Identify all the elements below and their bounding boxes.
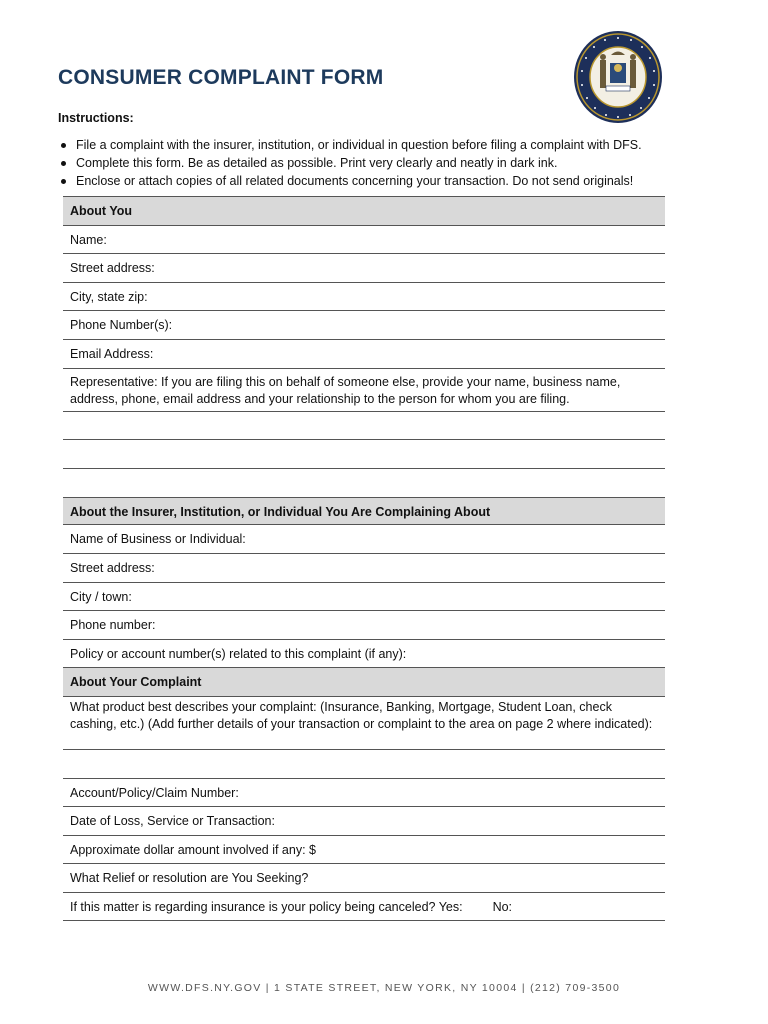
product-type-line[interactable] bbox=[63, 750, 665, 779]
representative-line-1[interactable] bbox=[63, 412, 665, 441]
policy-canceled-field[interactable] bbox=[63, 893, 665, 922]
email-address-field[interactable]: Email Address: bbox=[63, 340, 665, 369]
insurer-street-address-field[interactable]: Street address: bbox=[63, 554, 665, 583]
policy-account-numbers-field[interactable]: Policy or account number(s) related to this complaint (if any): bbox=[63, 640, 665, 669]
representative-line-2[interactable] bbox=[63, 440, 665, 469]
account-policy-claim-field[interactable]: Account/Policy/Claim Number: bbox=[63, 779, 665, 808]
instructions-heading: Instructions: bbox=[58, 111, 134, 125]
page-footer: WWW.DFS.NY.GOV | 1 STATE STREET, NEW YORK, NY 10004 | (212) 709-3500 bbox=[147, 982, 621, 994]
instruction-item: Complete this form. Be as detailed as possible. Print very clearly and neatly in dark ink. bbox=[58, 154, 698, 172]
street-address-field[interactable]: Street address: bbox=[63, 254, 665, 283]
relief-sought-field[interactable]: What Relief or resolution are You Seeking? bbox=[63, 864, 665, 893]
state-seal-icon bbox=[573, 30, 663, 124]
name-field[interactable]: Name: bbox=[63, 226, 665, 255]
instruction-item: Enclose or attach copies of all related documents concerning your transaction. Do not send originals! bbox=[58, 172, 698, 190]
policy-canceled-no-label: No: bbox=[492, 899, 513, 914]
dollar-amount-field[interactable]: Approximate dollar amount involved if any: $ bbox=[63, 836, 665, 865]
section-header-about-you: About You bbox=[63, 197, 665, 226]
instruction-item: File a complaint with the insurer, institution, or individual in question before filing a complaint with DFS. bbox=[58, 136, 698, 154]
complaint-form-table bbox=[63, 196, 665, 921]
business-name-field[interactable]: Name of Business or Individual: bbox=[63, 525, 665, 554]
representative-field[interactable]: Representative: If you are filing this on behalf of someone else, provide your name, business name, address, phone, email address and your relationship to the person for whom you are filing. bbox=[63, 369, 665, 412]
section-header-about-complaint: About Your Complaint bbox=[63, 668, 665, 697]
section-header-about-insurer: About the Insurer, Institution, or Individual You Are Complaining About bbox=[63, 497, 665, 526]
page-title: CONSUMER COMPLAINT FORM bbox=[58, 66, 384, 89]
instructions-list bbox=[58, 136, 698, 190]
city-state-zip-field[interactable]: City, state zip: bbox=[63, 283, 665, 312]
insurer-city-field[interactable]: City / town: bbox=[63, 583, 665, 612]
policy-canceled-yes-label: If this matter is regarding insurance is your policy being canceled? Yes: bbox=[70, 899, 463, 914]
phone-numbers-field[interactable]: Phone Number(s): bbox=[63, 311, 665, 340]
date-of-loss-field[interactable]: Date of Loss, Service or Transaction: bbox=[63, 807, 665, 836]
section-spacer bbox=[63, 469, 665, 497]
product-type-field[interactable]: What product best describes your complaint: (Insurance, Banking, Mortgage, Student Loan, check cashing, etc.) (Add further details of your transaction or complaint to the area on page 2 where indicated): bbox=[63, 697, 665, 750]
insurer-phone-field[interactable]: Phone number: bbox=[63, 611, 665, 640]
